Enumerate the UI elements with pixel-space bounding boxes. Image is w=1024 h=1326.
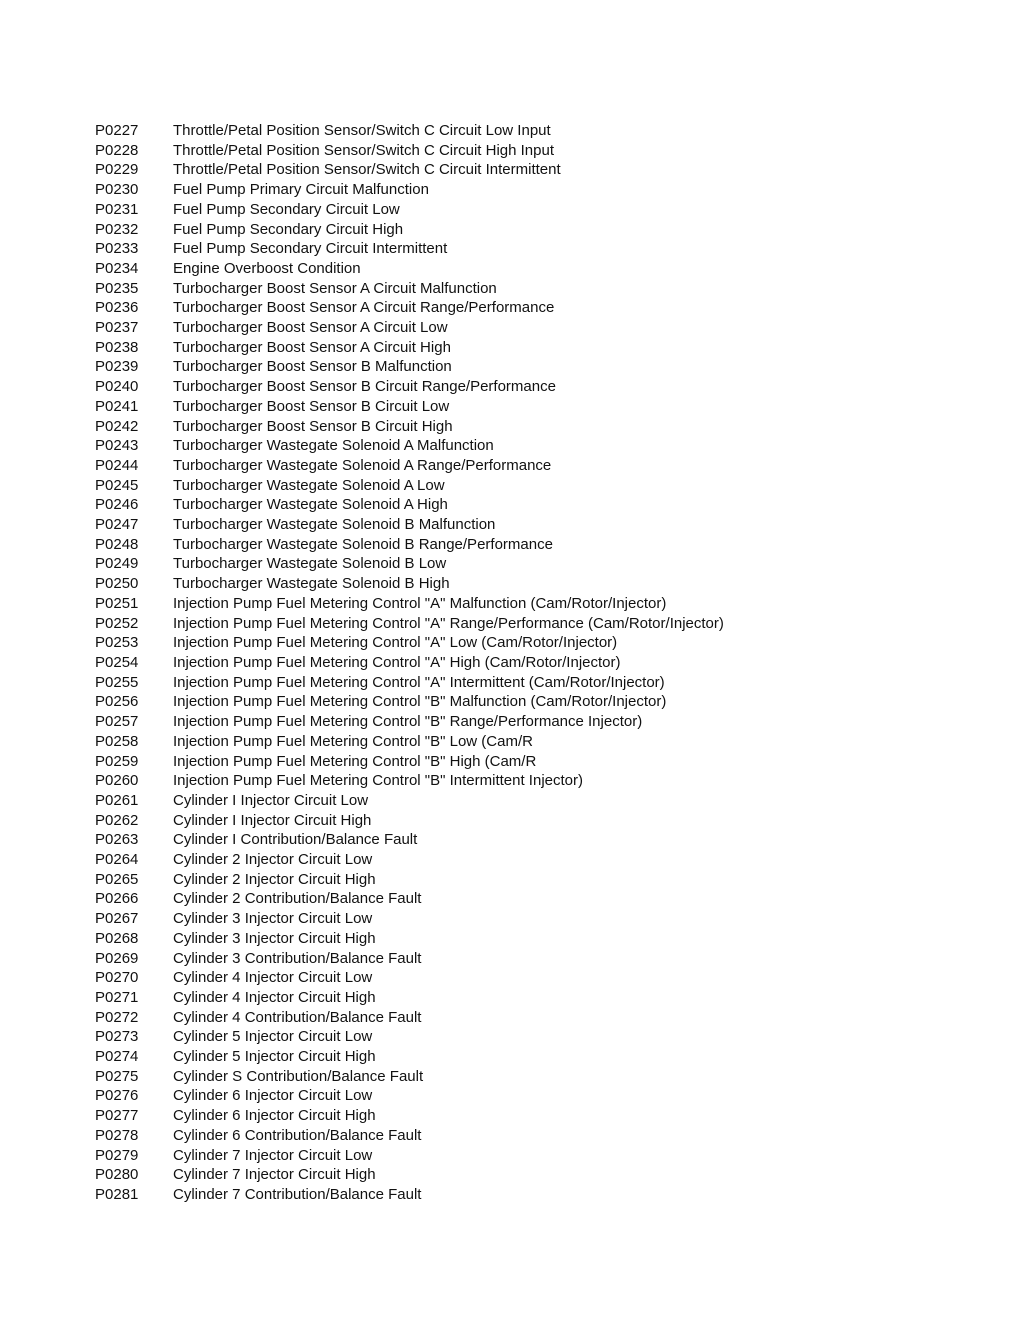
trouble-code: P0258 [95,732,139,750]
code-row [95,220,995,240]
code-row [95,692,995,712]
code-description: Injection Pump Fuel Metering Control "B" Intermittent Injector) [173,772,583,790]
code-row [95,614,995,634]
trouble-code: P0246 [95,496,139,514]
trouble-code: P0228 [95,141,139,159]
code-description: Turbocharger Wastegate Solenoid B Malfunction [173,516,496,534]
code-description: Turbocharger Boost Sensor B Circuit Low [173,397,450,415]
code-row [95,180,995,200]
code-description: Throttle/Petal Position Sensor/Switch C Circuit High Input [173,141,554,159]
trouble-code: P0257 [95,713,139,731]
code-description: Cylinder I Injector Circuit High [173,811,372,829]
code-row [95,1185,995,1205]
code-row [95,653,995,673]
code-description: Turbocharger Wastegate Solenoid A Malfunction [173,437,494,455]
code-description: Turbocharger Wastegate Solenoid A Low [173,476,445,494]
code-row [95,791,995,811]
code-row [95,495,995,515]
code-description: Throttle/Petal Position Sensor/Switch C Circuit Low Input [173,122,551,139]
code-row [95,1008,995,1028]
trouble-code: P0262 [95,811,139,829]
trouble-code: P0280 [95,1166,139,1184]
trouble-code: P0252 [95,614,139,632]
trouble-code: P0249 [95,555,139,573]
code-description: Cylinder 3 Contribution/Balance Fault [173,949,422,967]
code-row [95,1146,995,1166]
code-row [95,889,995,909]
code-row [95,357,995,377]
trouble-code: P0250 [95,575,139,593]
code-description: Injection Pump Fuel Metering Control "A" Range/Performance (Cam/Rotor/Injector) [173,614,724,632]
trouble-code: P0256 [95,693,139,711]
code-description: Cylinder 5 Injector Circuit Low [173,1028,373,1046]
code-row [95,1027,995,1047]
code-row [95,909,995,929]
code-description: Turbocharger Boost Sensor A Circuit Malfunction [173,279,497,297]
trouble-code: P0273 [95,1028,139,1046]
code-description: Turbocharger Wastegate Solenoid A Range/Performance [173,456,552,474]
code-description: Turbocharger Boost Sensor B Circuit High [173,417,453,435]
code-row [95,417,995,437]
code-description: Turbocharger Boost Sensor A Circuit Low [173,319,448,337]
trouble-code: P0275 [95,1067,139,1085]
code-row [95,574,995,594]
trouble-code: P0241 [95,397,139,415]
code-description: Injection Pump Fuel Metering Control "B" Malfunction (Cam/Rotor/Injector) [173,693,667,711]
code-description: Cylinder I Contribution/Balance Fault [173,831,418,849]
code-row [95,712,995,732]
code-row [95,949,995,969]
code-description: Cylinder 7 Injector Circuit High [173,1166,376,1184]
trouble-code: P0231 [95,200,139,218]
code-description: Cylinder 7 Injector Circuit Low [173,1146,373,1164]
code-row [95,535,995,555]
code-row [95,850,995,870]
trouble-code: P0270 [95,969,139,987]
code-description: Cylinder 4 Contribution/Balance Fault [173,1008,422,1026]
trouble-code: P0271 [95,988,139,1006]
code-row [95,673,995,693]
code-description: Injection Pump Fuel Metering Control "A" Intermittent (Cam/Rotor/Injector) [173,673,665,691]
code-description: Injection Pump Fuel Metering Control "A" Low (Cam/Rotor/Injector) [173,634,618,652]
code-row [95,771,995,791]
trouble-code: P0227 [95,122,139,139]
trouble-code: P0264 [95,851,139,869]
code-row [95,377,995,397]
code-row [95,160,995,180]
code-row [95,1165,995,1185]
code-row [95,239,995,259]
code-row [95,929,995,949]
trouble-code: P0281 [95,1185,139,1203]
code-description: Cylinder 4 Injector Circuit Low [173,969,373,987]
code-row [95,968,995,988]
code-description: Turbocharger Boost Sensor B Circuit Range/Performance [173,378,556,396]
code-row [95,200,995,220]
code-description: Turbocharger Wastegate Solenoid B Range/Performance [173,535,553,553]
code-description: Fuel Pump Secondary Circuit Intermittent [173,240,448,258]
trouble-code: P0230 [95,181,139,199]
code-row [95,633,995,653]
code-description: Throttle/Petal Position Sensor/Switch C Circuit Intermittent [173,161,561,179]
code-description: Cylinder 3 Injector Circuit High [173,929,376,947]
code-row [95,554,995,574]
trouble-code: P0277 [95,1107,139,1125]
trouble-code: P0247 [95,516,139,534]
trouble-code: P0253 [95,634,139,652]
code-row [95,515,995,535]
code-row [95,397,995,417]
code-row [95,456,995,476]
code-row [95,1126,995,1146]
code-row [95,1086,995,1106]
code-row [95,594,995,614]
trouble-code: P0242 [95,417,139,435]
code-description: Turbocharger Wastegate Solenoid B Low [173,555,447,573]
code-row [95,1047,995,1067]
code-description: Cylinder 2 Injector Circuit High [173,870,376,888]
code-description: Cylinder I Injector Circuit Low [173,791,369,809]
trouble-code: P0266 [95,890,139,908]
code-row [95,141,995,161]
trouble-code: P0263 [95,831,139,849]
code-description: Cylinder S Contribution/Balance Fault [173,1067,424,1085]
trouble-code: P0239 [95,358,139,376]
code-description: Cylinder 2 Contribution/Balance Fault [173,890,422,908]
code-description: Turbocharger Wastegate Solenoid B High [173,575,450,593]
trouble-code: P0274 [95,1048,139,1066]
code-description: Fuel Pump Secondary Circuit Low [173,200,400,218]
code-row [95,732,995,752]
trouble-code: P0259 [95,752,139,770]
code-row [95,830,995,850]
trouble-code: P0269 [95,949,139,967]
trouble-code: P0251 [95,594,139,612]
trouble-code: P0234 [95,259,139,277]
trouble-code: P0236 [95,299,139,317]
code-row [95,259,995,279]
code-description: Turbocharger Boost Sensor A Circuit Range/Performance [173,299,555,317]
code-row [95,811,995,831]
code-description: Injection Pump Fuel Metering Control "A" High (Cam/Rotor/Injector) [173,653,621,671]
code-description: Fuel Pump Primary Circuit Malfunction [173,181,429,199]
trouble-code: P0278 [95,1126,139,1144]
code-description: Cylinder 4 Injector Circuit High [173,988,376,1006]
trouble-code: P0235 [95,279,139,297]
code-row [95,476,995,496]
trouble-code: P0254 [95,653,139,671]
trouble-code: P0240 [95,378,139,396]
code-description: Cylinder 7 Contribution/Balance Fault [173,1185,422,1203]
code-description: Cylinder 3 Injector Circuit Low [173,910,373,928]
trouble-code: P0238 [95,338,139,356]
code-description: Turbocharger Boost Sensor B Malfunction [173,358,452,376]
trouble-code: P0243 [95,437,139,455]
code-row [95,988,995,1008]
code-description: Cylinder 6 Injector Circuit High [173,1107,376,1125]
trouble-code: P0245 [95,476,139,494]
trouble-code: P0276 [95,1087,139,1105]
code-description: Injection Pump Fuel Metering Control "B" Low (Cam/R [173,732,533,750]
trouble-code: P0237 [95,319,139,337]
trouble-code: P0279 [95,1146,139,1164]
code-row [95,318,995,338]
code-description: Cylinder 6 Injector Circuit Low [173,1087,373,1105]
trouble-code: P0229 [95,161,139,179]
code-row [95,436,995,456]
trouble-code: P0265 [95,870,139,888]
trouble-code: P0232 [95,220,139,238]
code-description: Fuel Pump Secondary Circuit High [173,220,404,238]
code-row [95,279,995,299]
code-row [95,1106,995,1126]
code-row [95,1067,995,1087]
code-description: Injection Pump Fuel Metering Control "B" Range/Performance Injector) [173,713,643,731]
trouble-code: P0272 [95,1008,139,1026]
trouble-code: P0260 [95,772,139,790]
dtc-code-list [95,121,995,1205]
trouble-code: P0261 [95,791,139,809]
trouble-code: P0248 [95,535,139,553]
code-row [95,870,995,890]
code-description: Turbocharger Boost Sensor A Circuit High [173,338,451,356]
code-description: Cylinder 2 Injector Circuit Low [173,851,373,869]
trouble-code: P0268 [95,929,139,947]
code-row [95,298,995,318]
code-description: Cylinder 5 Injector Circuit High [173,1048,376,1066]
code-description: Cylinder 6 Contribution/Balance Fault [173,1126,422,1144]
code-row [95,338,995,358]
code-description: Turbocharger Wastegate Solenoid A High [173,496,448,514]
trouble-code: P0267 [95,910,139,928]
code-description: Engine Overboost Condition [173,259,361,277]
trouble-code: P0255 [95,673,139,691]
code-row [95,121,995,141]
code-description: Injection Pump Fuel Metering Control "B" High (Cam/R [173,752,537,770]
trouble-code: P0233 [95,240,139,258]
code-row [95,752,995,772]
trouble-code: P0244 [95,456,139,474]
code-description: Injection Pump Fuel Metering Control "A" Malfunction (Cam/Rotor/Injector) [173,594,667,612]
